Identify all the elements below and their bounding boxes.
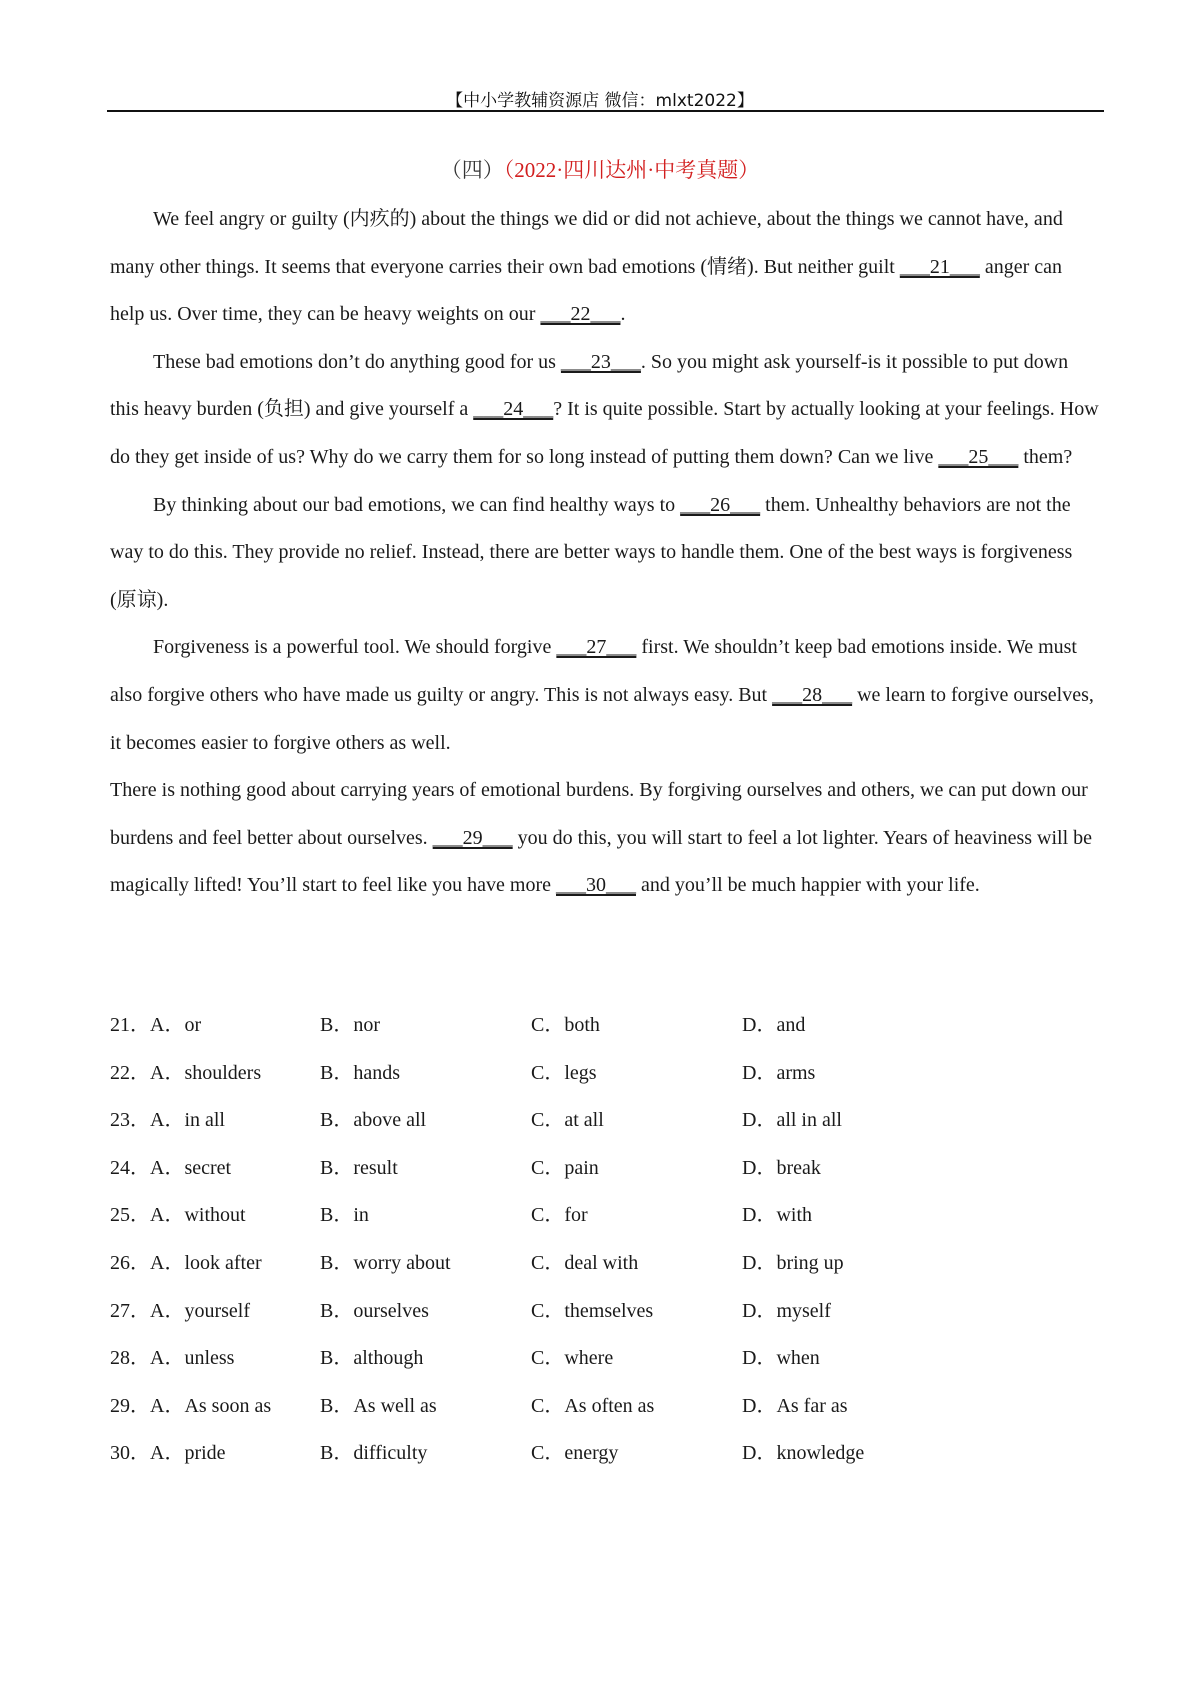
- option-label: A．in all: [150, 1109, 225, 1132]
- option-label: B．difficulty: [320, 1442, 428, 1465]
- page-header: 【中小学教辅资源店 微信：mlxt2022】: [446, 91, 754, 111]
- option-label: A．look after: [150, 1251, 262, 1274]
- question-row: [110, 1145, 953, 1193]
- option-d: [742, 1145, 953, 1193]
- question-options: [110, 1002, 953, 1478]
- blank-28: ___28___: [772, 683, 853, 706]
- option-c: [531, 1240, 742, 1288]
- option-label: C．energy: [531, 1442, 619, 1465]
- option-label: C．both: [531, 1014, 600, 1036]
- option-b: [320, 1335, 531, 1383]
- option-label: C．pain: [531, 1156, 599, 1179]
- option-label: C．themselves: [531, 1299, 654, 1322]
- option-label: B．result: [320, 1156, 398, 1179]
- header-divider: [107, 110, 1104, 112]
- paragraph-5: There is nothing good about carrying years of emotional burdens. By forgiving ourselves and others, we can put down our burdens and feel better about ourselves. ___29___ you do this, you will start to feel a lot lighter. Years of heaviness will be magically lifted! You’ll start to feel like you have more ___30___ and you’ll be much happier with your life.: [110, 779, 1093, 897]
- option-label: C．where: [531, 1347, 614, 1370]
- question-row: [110, 1430, 953, 1478]
- option-c: [531, 1192, 742, 1240]
- paragraph-3: By thinking about our bad emotions, we can find healthy ways to ___26___ them. Unhealthy behaviors are not the way to do this. They provide no relief. Instead, there are better ways to handle them. One of the best ways is forgiveness (原谅).: [110, 493, 1073, 611]
- option-c: [531, 1288, 742, 1336]
- option-d: [742, 1240, 953, 1288]
- option-a: [110, 1383, 320, 1431]
- question-row: [110, 1288, 953, 1336]
- question-number: 22．: [110, 1061, 150, 1084]
- blank-24: ___24___: [473, 398, 554, 421]
- option-b: [320, 1192, 531, 1240]
- option-b: [320, 1430, 531, 1478]
- option-d: [742, 1002, 953, 1050]
- blank-26: ___26___: [680, 493, 761, 516]
- option-label: D．break: [742, 1156, 821, 1179]
- blank-22: ___22___: [540, 303, 621, 326]
- option-c: [531, 1097, 742, 1145]
- option-b: [320, 1383, 531, 1431]
- question-row: [110, 1050, 953, 1098]
- blank-21: ___21___: [899, 255, 980, 278]
- question-number: 26．: [110, 1251, 150, 1274]
- option-d: [742, 1335, 953, 1383]
- option-label: C．for: [531, 1204, 588, 1227]
- option-d: [742, 1430, 953, 1478]
- option-c: [531, 1383, 742, 1431]
- option-a: [110, 1097, 320, 1145]
- option-d: [742, 1288, 953, 1336]
- blank-25: ___25___: [938, 445, 1019, 468]
- option-a: [110, 1335, 320, 1383]
- option-label: D．myself: [742, 1299, 831, 1322]
- option-label: D．all in all: [742, 1109, 842, 1132]
- option-label: A．secret: [150, 1156, 232, 1179]
- question-number: 23．: [110, 1109, 150, 1132]
- question-number: 25．: [110, 1204, 150, 1227]
- question-row: [110, 1002, 953, 1050]
- blank-30: ___30___: [556, 874, 636, 897]
- option-a: [110, 1288, 320, 1336]
- paragraph-4: Forgiveness is a powerful tool. We should forgive ___27___ first. We shouldn’t keep bad emotions inside. We must also forgive others who have made us guilty or angry. This is not always easy. But ___28___ we learn to forgive ourselves, it becomes easier to forgive others as well.: [110, 636, 1094, 754]
- question-number: 24．: [110, 1156, 150, 1179]
- section-source: （2022·四川达州·中考真题）: [503, 158, 760, 182]
- option-label: B．although: [320, 1347, 424, 1370]
- option-c: [531, 1145, 742, 1193]
- option-c: [531, 1430, 742, 1478]
- option-label: B．above all: [320, 1109, 427, 1132]
- option-label: C．deal with: [531, 1251, 639, 1274]
- question-number: 21．: [110, 1014, 150, 1036]
- option-label: A．yourself: [150, 1299, 250, 1322]
- option-label: D．and: [742, 1014, 806, 1036]
- option-label: A．pride: [150, 1442, 226, 1465]
- option-label: D．knowledge: [742, 1442, 865, 1465]
- option-label: D．bring up: [742, 1251, 844, 1274]
- option-c: [531, 1050, 742, 1098]
- option-b: [320, 1002, 531, 1050]
- option-label: D．with: [742, 1204, 812, 1227]
- paragraph-1: We feel angry or guilty (内疚的) about the things we did or did not achieve, about the things we cannot have, and many other things. It seems that everyone carries their own bad emotions (情绪). But neither guilt ___21___ anger can help us. Over time, they can be heavy weights on our ___22___.: [110, 208, 1063, 326]
- option-a: [110, 1145, 320, 1193]
- paragraph-2: These bad emotions don’t do anything good for us ___23___. So you might ask yourself-is it possible to put down this heavy burden (负担) and give yourself a ___24___? It is quite possible. Start by actually looking at your feelings. How do they get inside of us? Why do we carry them for so long instead of putting them down? Can we live ___25___ them?: [110, 350, 1099, 468]
- question-row: [110, 1383, 953, 1431]
- option-a: [110, 1050, 320, 1098]
- cloze-passage: [110, 196, 1100, 910]
- blank-29: ___29___: [432, 826, 513, 849]
- option-label: B．in: [320, 1204, 369, 1227]
- question-number: 30．: [110, 1442, 150, 1465]
- option-b: [320, 1050, 531, 1098]
- option-b: [320, 1097, 531, 1145]
- blank-23: ___23___: [560, 350, 641, 373]
- section-number: （四）: [440, 158, 504, 182]
- question-number: 29．: [110, 1394, 150, 1417]
- option-label: D．arms: [742, 1061, 816, 1084]
- option-label: C．As often as: [531, 1394, 655, 1417]
- option-a: [110, 1192, 320, 1240]
- question-row: [110, 1240, 953, 1288]
- section-title: [0, 154, 1200, 184]
- option-label: B．worry about: [320, 1251, 451, 1274]
- option-label: B．ourselves: [320, 1299, 429, 1322]
- option-b: [320, 1240, 531, 1288]
- option-a: [110, 1002, 320, 1050]
- option-label: A．unless: [150, 1347, 235, 1370]
- option-label: D．when: [742, 1347, 820, 1370]
- option-label: D．As far as: [742, 1394, 848, 1417]
- question-row: [110, 1335, 953, 1383]
- option-label: B．hands: [320, 1061, 400, 1084]
- option-c: [531, 1335, 742, 1383]
- option-a: [110, 1240, 320, 1288]
- option-d: [742, 1050, 953, 1098]
- question-row: [110, 1192, 953, 1240]
- question-number: 28．: [110, 1347, 150, 1370]
- option-label: C．at all: [531, 1109, 604, 1132]
- option-d: [742, 1192, 953, 1240]
- option-label: A．As soon as: [150, 1394, 272, 1417]
- blank-27: ___27___: [556, 636, 637, 659]
- option-c: [531, 1002, 742, 1050]
- option-label: B．As well as: [320, 1394, 437, 1417]
- option-label: C．legs: [531, 1061, 597, 1084]
- option-b: [320, 1288, 531, 1336]
- option-label: A．shoulders: [150, 1061, 262, 1084]
- option-d: [742, 1097, 953, 1145]
- option-label: A．without: [150, 1204, 246, 1227]
- question-row: [110, 1097, 953, 1145]
- option-label: A．or: [150, 1014, 202, 1036]
- question-number: 27．: [110, 1299, 150, 1322]
- option-label: B．nor: [320, 1014, 380, 1036]
- option-a: [110, 1430, 320, 1478]
- option-b: [320, 1145, 531, 1193]
- option-d: [742, 1383, 953, 1431]
